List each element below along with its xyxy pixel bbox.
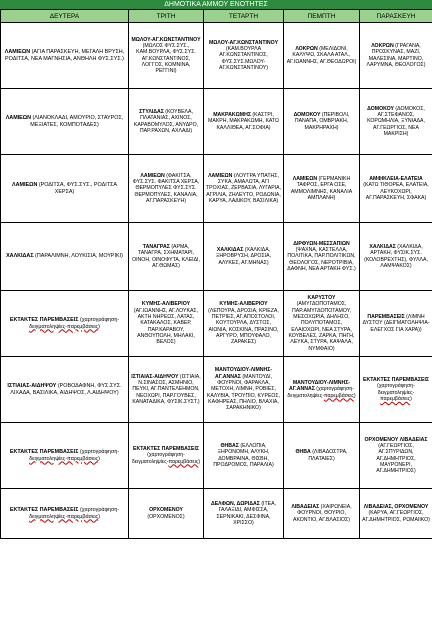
cell-friday: ΟΡΧΟΜΕΝΟΥ ΛΙΒΑΔΕΙΑΣ (ΑΓ.ΓΕΩΡΓΙΟΣ, ΑΓ.ΣΠΥΡΙΔΩΝ, ΑΓ.ΔΗΜΗΤΡΙΟΣ, ΜΑΥΡΟΝΕΡΙ, ΑΓ.ΔΗΜΗΤΡΙΟΣ) [360,423,432,489]
cell-monday: ΧΑΛΚΙΔΑΣ (ΠΑΡΑΛΙΜΝΗ, ΛΟΥΚΙΣΙΑ, ΜΟΥΡΙΚΙ) [1,223,129,291]
header-friday: ΠΑΡΑΣΚΕΥΗ [360,10,432,23]
cell-tuesday: ΙΣΤΙΑΙΑΣ-ΑΙΔΗΨΟΥ (ΙΣΤΙΑΙΑ, Ν.ΣΙΝΑΣΟΣ, ΑΣΜΗΝΙΟ, ΠΕΥΚΙ, ΑΓ.ΠΑΝΤΕΛΕΗΜΟΝ, ΝΕΟΧΩΡΙ, ΠΑΡ.ΓΟΥΒΕΣ, ΚΑΝΑΤΑΔΙΚΑ, ΦΥΣΙΚ.ΣΥΣΤ.) [129,357,204,423]
cell-wednesday: ΛΑΜΙΕΩΝ (ΛΟΥΤΡΑ ΥΠΑΤΗΣ, ΣΥΚΑ, ΑΜΑΛΩΤΑ, ΑΓΙ ΤΡΟΧΙΑΣ, ΖΕΡΒΑΣΙΑ, ΛΥΓΑΡΙΑ, ΑΓΡΙΛΙΑ, ΖΗΛΕΥΤΟ, ΡΟΔΩΝΙΑ, ΚΑΡΥΑ, ΛΑΔΙΚΟΥ, ΒΑΣΙΛΙΚΑ) [204,155,284,223]
cell-monday: ΛΑΜΙΕΩΝ (ΛΙΑΝΟΚΛΑΔΙ, ΑΜΟΥΡΙΟ, ΣΤΑΥΡΟΣ, ΜΕΞΙΑΤΕΣ, ΚΟΜΠΟΤΑΔΕΣ) [1,89,129,155]
cell-friday: ΕΚΤΑΚΤΕΣ ΠΑΡΕΜΒΑΣΕΙΣ (χαρτογράφηση-δειγματοληψίες-παρεμβάσεις) [360,357,432,423]
header-tuesday: ΤΡΙΤΗ [129,10,204,23]
cell-friday: ΛΟΚΡΩΝ (ΓΡΑΓΑΝΑ, ΠΡΟΣΚΥΝΑΣ, ΜΑΖΙ, ΜΑΛΕΣΙΝΑ, ΜΑΡΤΙΝΟ, ΛΑΡΥΜΝΑ, ΘΕΟΛΟΓΟΣ) [360,23,432,89]
cell-thursday: ΜΑΝΤΟΥΔΙΟΥ-ΛΙΜΝΗΣ-ΑΓ.ΑΝΝΑΣ (χαρτογράφηση-δειγματοληψίες-παρεμβάσεις) [284,357,360,423]
cell-friday: ΔΟΜΟΚΟΥ (ΔΟΜΟΚΟΣ, ΑΓ.ΣΤΕΦΑΝΟΣ, ΚΟΡΩΜΗΛΙΑ, ΞΥΝΙΑΔΑ, ΑΓ.ΓΕΩΡΓΙΟΣ, ΝΕΑ ΜΑΚΡΙΣΗ) [360,89,432,155]
cell-friday: ΧΑΛΚΙΔΑΣ (ΧΑΛΚΙΔΑ, ΑΡΤΑΚΗ, ΦΥΣΙΚ.ΣΥΣ. (ΚΟΛΟΒΡΕΧΤΗΣ), ΦΥΛΛΑ, ΛΑΜΨΑΚΟΣ) [360,223,432,291]
cell-monday: ΕΚΤΑΚΤΕΣ ΠΑΡΕΜΒΑΣΕΙΣ (χαρτογράφηση-δειγματοληψίες-παρεμβάσεις) [1,489,129,539]
cell-thursday: ΚΑΡΥΣΤΟΥ (ΑΜΥΓΔΟΠΟΤΑΜΟΣ, ΠΑΡ.ΑΜΥΓΔΟΠΟΤΑΜΟΥ, ΜΕΣΟΧΩΡΙΑ, ΔΗΛΗΣΟ, ΠΟΛΥΠΟΤΑΜΟΣ, ΕΛΑΙΟΧΩΡΙ, ΝΕΑ ΣΤΥΡΑ, ΚΟΥΒΕΛΕΣ, ΖΑΡΚΑ, ΠΗΓΗ, ΛΕΥΚΑ, ΣΤΥΡΑ, ΚΑΨΑΛΑ, ΝΥΜΦΑΙΟ) [284,291,360,357]
table-row [1,423,432,489]
cell-monday: ΕΚΤΑΚΤΕΣ ΠΑΡΕΜΒΑΣΕΙΣ (χαρτογράφηση-δειγματοληψίες-παρεμβάσεις) [1,423,129,489]
cell-thursday: ΛΑΜΙΕΩΝ (ΓΕΡΜΑΝΙΚΗ ΤΑΦΡΟΣ, ΕΡΓΑ ΟΣΕ, ΑΜΜΟΛΙΜΝΗΣ, ΚΑΝΑΛΙΑ ΑΜΠΛΑΝΗ) [284,155,360,223]
header-monday: ΔΕΥΤΕΡΑ [1,10,129,23]
table-row [1,23,432,89]
cell-monday: ΕΚΤΑΚΤΕΣ ΠΑΡΕΜΒΑΣΕΙΣ (χαρτογράφηση-δειγματοληψίες-παρεμβάσεις) [1,291,129,357]
cell-tuesday: ΟΡΧΟΜΕΝΟΥ (ΟΡΧΟΜΕΝΟΣ) [129,489,204,539]
cell-wednesday: ΘΗΒΑΣ (ΕΛΛΟΠΙΑ, ΞΗΡΟΝΟΜΗ, ΑΛΥΚΗ, ΔΟΜΒΡΑΙΝΑ, ΘΙΣΒΗ, ΠΡΟΔΡΟΜΟΣ, ΠΑΡΑΛΙΑ) [204,423,284,489]
cell-tuesday: ΣΤΥΛΙΔΑΣ (ΚΟΥΒΕΛΑ, ΠΛΑΤΑΝΙΑΣ, ΑΧΙΝΟΣ, ΚΑΡΑΒΟΜΥΛΟΣ, ΑΝΥΔΡΟ, ΠΑΡ.ΡΑΧΩΝ, ΑΧΛΑΔΙ) [129,89,204,155]
cell-wednesday: ΔΕΛΦΩΝ, ΔΩΡΙΔΑΣ (ΙΤΕΑ, ΓΑΛΑΞΙΔΙ, ΑΜΦΙΣΣΑ, ΣΕΡΝΙΚΑΚΙ, ΔΕΣΦΙΝΑ, ΧΡΙΣΣΟ) [204,489,284,539]
cell-tuesday: ΛΑΜΙΕΩΝ (ΦΑΚΙΤΣΑ, ΦΥΣ.ΣΥΣ. ΦΑΚΙΤΣΑ ΧΕΡΣΑ, ΘΕΡΜΟΠΥΛΕΣ ΦΥΣ.ΣΥΣ. ΘΕΡΜΟΠΥΛΕΣ, ΚΑΝΑΛΙΑ, ΑΓ.ΠΑΡΑΣΚΕΥΗ) [129,155,204,223]
cell-tuesday: ΜΩΛΟΥ-ΑΓ.ΚΩΝΣΤΑΝΤΙΝΟΥ (ΜΩΛΟΣ ΦΥΣ.ΣΥΣ., ΚΑΜ.ΒΟΥΡΛΑ, ΦΥΣ.ΣΥΣ. ΑΓ.ΚΩΝΣΤΑΝΤΙΝΟΣ, ΛΟΓΓΟΣ, ΚΟΜΝΙΝΑ, ΡΕΓΓΙΝΙ) [129,23,204,89]
cell-thursday: ΔΙΡΦΥΩΝ-ΜΕΣΣΑΠΙΩΝ (ΨΑΧΝΑ, ΚΑΣΤΕΛΛΑ, ΠΟΛΙΤΙΚΑ, ΠΑΡ.ΠΟΛΙΤΙΚΩΝ, ΘΕΟΛΟΓΟΣ, ΝΕΡΟΤΡΙΒΙΑ, ΔΑΦΝΗ, ΝΕΑ ΑΡΤΑΚΗ ΦΥΣ.) [284,223,360,291]
cell-wednesday: ΚΥΜΗΣ-ΑΛΙΒΕΡΙΟΥ (ΛΕΠΟΥΡΑ, ΔΡΟΣΙΑ, ΚΡΙΕΖΑ, ΠΕΤΡΙΕΣ, ΑΓ.ΑΠΟΣΤΟΛΟΙ, ΚΟΥΤΟΥΡΛΑ, ΔΥΣΤΟΣ, ΑΙΩΝΙΑ, ΚΟΣΚΙΝΑ, ΠΡΑΣΙΝΟ, ΑΡΓΥΡΟ, ΜΠΟΥΦΑΛΟ, ΖΑΡΑΚΕΣ) [204,291,284,357]
header-wednesday: ΤΕΤΑΡΤΗ [204,10,284,23]
table-row [1,89,432,155]
cell-thursday: ΔΟΜΟΚΟΥ (ΠΕΡΙΒΟΛΙ, ΠΑΝΑΠΑ, ΟΜΒΡΙΑΚΗ, ΜΑΚΡΗΡΑΧΗ) [284,89,360,155]
table-row [1,291,432,357]
cell-wednesday: ΜΩΛΟΥ-ΑΓ.ΚΩΝΣΤΑΝΤΙΝΟΥ (ΚΑΜ.ΒΟΥΡΛΑ ΑΓ.ΚΩΝΣΤΑΝΤΙΝΟΣ, ΦΥΣ.ΣΥΣ.ΜΩΛΟΥ-ΑΓ.ΚΩΝΣΤΑΝΤΙΝΟΥ) [204,23,284,89]
cell-friday: ΛΙΒΑΔΕΙΑΣ, ΟΡΧΟΜΕΝΟΥ (ΚΑΡΥΑ, ΑΓ.ΓΕΩΡΓΙΟΣ, ΑΓ.ΔΗΜΗΤΡΙΟΣ, ΡΩΜΑΙΙΚΟ) [360,489,432,539]
table-row [1,357,432,423]
cell-monday: ΛΑΜΙΕΩΝ (ΑΓΙΑ ΠΑΡΑΣΚΕΥΗ, ΜΕΓΑΛΗ ΒΡΥΣΗ, ΡΟΔΙΤΣΑ, ΝΕΑ ΜΑΓΝΗΣΙΑ, ΑΝΘΗΛΗ ΦΥΣ.ΣΥΣ.) [1,23,129,89]
cell-thursday: ΘΗΒΑ (ΛΙΒΑΔΟΣΤΡΑ, ΠΛΑΤΑΙΕΣ) [284,423,360,489]
cell-tuesday: ΚΥΜΗΣ-ΑΛΙΒΕΡΙΟΥ (ΑΓ.ΙΩΑΝΝΗΣ, ΑΓ.ΛΟΥΚΑΣ, ΑΚΤΗ ΝΗΡΕΩΣ, ΛΑΤΑΣ, ΚΑΤΑΚΑΛΟΣ, ΚΑΒΕΡ, ΠΑΡ.ΚΑΡΑΒΟΥ, ΑΝΘΟΥΠΟΛΗ, ΜΗΛΑΚΙ, ΒΕΛΟΣ) [129,291,204,357]
cell-monday: ΙΣΤΙΑΙΑΣ-ΑΙΔΗΨΟΥ (ΡΟΒΟΔΑΦΝΗ, ΦΥΣ.ΣΥΣ. ΛΙΧΑΔΑ, ΒΑΣΙΛΙΚΑ, ΑΙΔΗΨΟΣ, Λ.ΑΙΔΗΨΟΥ) [1,357,129,423]
spraying-schedule-table [0,9,432,539]
cell-friday: ΠΑΡΕΜΒΑΣΕΙΣ (ΛΙΜΝΗ ΔΥΣΤΟΥ (ΔΕΙΓΜΑΤΟΛΗΨΙΑ-ΕΛΕΓΧΟΣ ΓΙΑ ΧΑΡΑ)) [360,291,432,357]
table-row [1,489,432,539]
table-row [1,223,432,291]
cell-thursday: ΛΙΒΑΔΕΙΑΣ (ΧΑΙΡΩΝΕΙΑ, ΦΟΥΡΝΟΙ, ΘΟΥΡΙΟ, ΑΚΟΝΤΙΟ, ΑΓ.ΒΛΑΣΙΟΣ) [284,489,360,539]
table-row [1,155,432,223]
header-thursday: ΠΕΜΠΤΗ [284,10,360,23]
cell-wednesday: ΜΑΝΤΟΥΔΙΟΥ-ΛΙΜΝΗΣ-ΑΓ.ΑΝΝΑΣ (ΜΑΝΤΟΥΔΙ, ΦΟΥΡΝΟΙ, ΦΑΡΑΚΛΑ, ΜΕΤΟΧΗ, ΛΙΜΝΗ, ΡΟΒΙΕΣ, ΚΑΛΥΒΙΑ, ΤΡΟΥΠΙΟ, ΚΥΡΕΟΣ, ΚΑΦΗΡΕΑΣ, ΠΗΛΙΟ, ΒΛΑΧΙΑ, ΣΑΡΑΚΗΝΙΚΟ) [204,357,284,423]
schedule-banner-title: ΔΗΜΟΤΙΚΑ ΑΜΜΟΥ ΕΝΟΤΗΤΕΣ [0,0,432,9]
cell-thursday: ΛΟΚΡΩΝ (ΜΕΛΙΔΟΝΙ, ΚΑΛΥΨΩ, ΣΚΑΛΑ ΑΤΑΛ., ΑΓ.ΙΩΑΝΝΗΣ, ΑΓ.ΘΕΟΔΩΡΟΙ) [284,23,360,89]
cell-tuesday: ΕΚΤΑΚΤΕΣ ΠΑΡΕΜΒΑΣΕΙΣ (χαρτογράφηση-δειγματοληψίες-παρεμβάσεις) [129,423,204,489]
cell-tuesday: ΤΑΝΑΓΡΑΣ (ΑΡΜΑ, ΤΑΝΑΓΡΑ, ΣΧΗΜΑΤΑΡΙ, ΟΙΝΟΗ, ΟΙΝΟΦΥΤΑ, ΚΛΕΙΔΙ, ΑΓ.ΘΩΜΑΣ) [129,223,204,291]
cell-friday: ΑΜΦΙΚΛΕΙΑ-ΕΛΑΤΕΙΑ (ΚΑΤΩ ΤΙΘΟΡΕΑ, ΕΛΑΤΕΙΑ, ΛΕΥΚΟΧΩΡΙ, ΑΓ.ΠΑΡΑΣΚΕΥΗ, ΣΦΑΚΑ) [360,155,432,223]
cell-wednesday: ΧΑΛΚΙΔΑΣ (ΧΑΛΚΙΔΑ, ΞΗΡΟΒΡΥΣΗ, ΔΡΟΣΙΑ, ΑΛΥΚΕΣ, ΑΓ.ΜΗΝΑΣ) [204,223,284,291]
cell-monday: ΛΑΜΙΕΩΝ (ΡΟΔΙΤΣΑ, ΦΥΣ.ΣΥΣ., ΡΟΔΙΤΣΑ ΧΕΡΣΑ) [1,155,129,223]
cell-wednesday: ΜΑΚΡΑΚΩΜΗΣ (ΚΑΣΤΡΙ, ΜΑΚΡΗ, ΜΑΚΡΑΚΩΜΗ, ΚΑΤΩ ΚΑΛΛΙΘΕΑ, ΑΓ.ΣΟΦΙΑ) [204,89,284,155]
header-row [1,10,432,23]
